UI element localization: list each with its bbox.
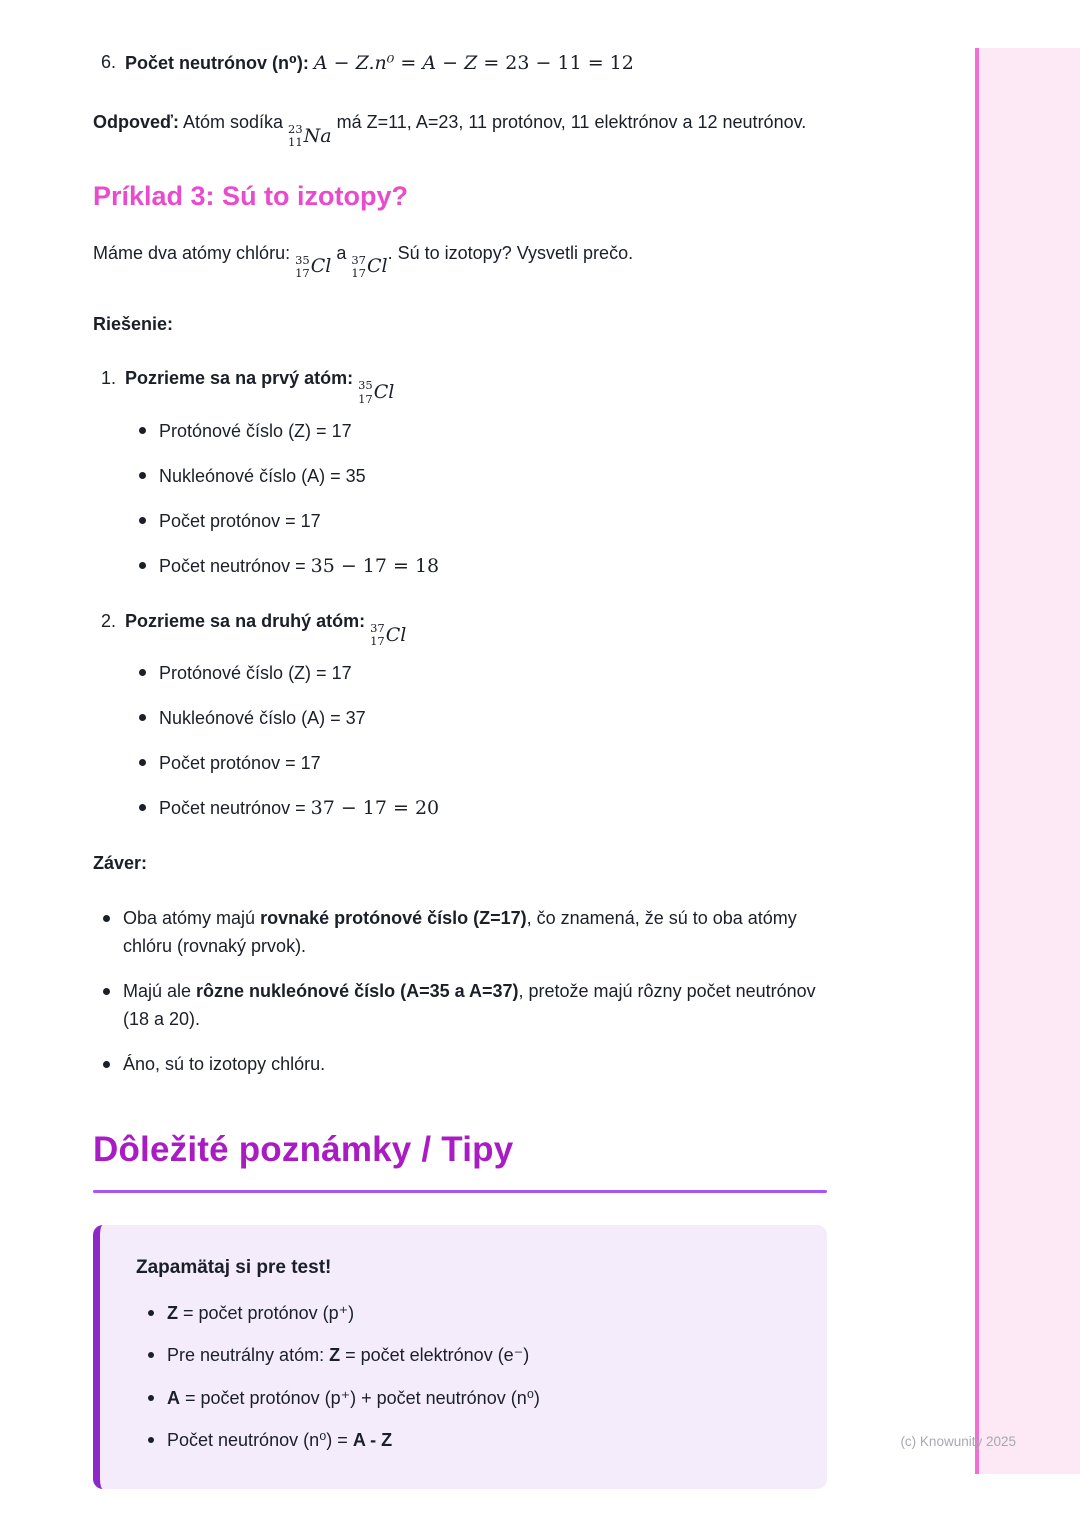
bold-run: Z bbox=[329, 1345, 341, 1366]
text-run: , pretože majú rôzny počet neutrónov (18 a 20). bbox=[123, 980, 816, 1030]
bullet-marker bbox=[139, 804, 146, 811]
solution-step-2 bbox=[93, 607, 827, 824]
item-body bbox=[125, 48, 827, 78]
numbered-item-6 bbox=[93, 48, 827, 78]
text-run: = počet elektrónov (e⁻) bbox=[340, 1345, 530, 1366]
item-label: Počet neutrónov (n⁰): bbox=[125, 53, 314, 73]
zaver-label: Záver: bbox=[93, 853, 148, 874]
item-body bbox=[159, 748, 321, 778]
step-title bbox=[125, 364, 827, 405]
isotope-scripts bbox=[358, 379, 373, 405]
intro-paragraph bbox=[93, 239, 827, 280]
answer-label: Odpoveď: bbox=[93, 112, 179, 133]
page-edge-decoration bbox=[975, 48, 1080, 1474]
item-body bbox=[167, 1341, 797, 1369]
atomic-number: 17 bbox=[370, 634, 385, 649]
item-body bbox=[159, 793, 439, 823]
element-symbol: Cl bbox=[310, 255, 332, 278]
item-body bbox=[167, 1426, 797, 1454]
text-run: Počet neutrónov (n⁰) = bbox=[167, 1430, 353, 1451]
mass-number: 37 bbox=[351, 252, 366, 267]
text-run: Pre neutrálny atóm: bbox=[167, 1345, 330, 1366]
bullet-marker bbox=[139, 562, 146, 569]
list-item bbox=[136, 1299, 797, 1327]
list-item bbox=[139, 658, 827, 688]
text-run: = počet protónov (p⁺) + počet neutrónov (n⁰) bbox=[180, 1387, 540, 1408]
text-run: = počet protónov (p⁺) bbox=[178, 1302, 355, 1323]
text-run: a bbox=[331, 242, 352, 263]
list-item bbox=[139, 461, 827, 491]
bullet-marker bbox=[148, 1352, 154, 1358]
mass-number: 35 bbox=[358, 378, 373, 393]
bold-run: rôzne nukleónové číslo (A=35 a A=37) bbox=[196, 980, 519, 1001]
item-body bbox=[167, 1299, 797, 1327]
text-run: Počet neutrónov = bbox=[159, 798, 311, 819]
heading-priklad-3: Príklad 3: Sú to izotopy? bbox=[93, 181, 409, 212]
text-run: má Z=11, A=23, 11 protónov, 11 elektrónov a 12 neutrónov. bbox=[331, 112, 807, 133]
bullet-marker bbox=[103, 1061, 110, 1068]
bullet-marker bbox=[139, 669, 146, 676]
element-symbol: Na bbox=[303, 124, 332, 147]
mass-number: 35 bbox=[295, 252, 310, 267]
math-expression: 35 − 17 = 18 bbox=[310, 554, 440, 577]
text-run: Protónové číslo (Z) = 17 bbox=[159, 420, 352, 441]
math-expression: 37 − 17 = 20 bbox=[310, 797, 440, 820]
math-expression: = 23 − 11 = 12 bbox=[477, 52, 634, 74]
item-body bbox=[159, 658, 352, 688]
item-body bbox=[159, 461, 366, 491]
bullet-marker bbox=[139, 714, 146, 721]
text-run: Protónové číslo (Z) = 17 bbox=[159, 663, 352, 684]
item-body bbox=[159, 416, 352, 446]
conclusion-list bbox=[93, 904, 827, 1078]
bold-run: A bbox=[167, 1387, 180, 1408]
bold-run: A - Z bbox=[352, 1430, 393, 1451]
math-expression: A − Z.n⁰ = A − Z bbox=[313, 52, 478, 74]
text-run: . Sú to izotopy? Vysvetli prečo. bbox=[387, 242, 634, 263]
text-run: Majú ale bbox=[123, 980, 197, 1001]
bold-run: rovnaké protónové číslo (Z=17) bbox=[260, 907, 527, 928]
isotope-notation bbox=[358, 379, 394, 405]
bullet-marker bbox=[148, 1437, 154, 1443]
item-body bbox=[123, 1050, 827, 1078]
element-symbol: Cl bbox=[385, 623, 407, 646]
step-number: 1. bbox=[101, 368, 117, 389]
item-body bbox=[167, 1384, 797, 1412]
list-item bbox=[139, 551, 827, 581]
list-item bbox=[139, 416, 827, 446]
step-heading bbox=[93, 364, 827, 405]
item-body bbox=[159, 551, 439, 581]
atomic-number: 17 bbox=[358, 391, 373, 406]
mass-number: 37 bbox=[370, 620, 385, 635]
step-heading bbox=[93, 607, 827, 648]
text-run: Oba atómy majú bbox=[123, 907, 261, 928]
answer-paragraph bbox=[93, 108, 827, 149]
element-symbol: Cl bbox=[373, 381, 395, 404]
bullet-marker bbox=[139, 472, 146, 479]
list-item bbox=[93, 977, 827, 1034]
list-item bbox=[139, 506, 827, 536]
text-run: Počet protónov = 17 bbox=[159, 753, 321, 774]
list-item bbox=[136, 1384, 797, 1412]
item-body bbox=[159, 703, 366, 733]
list-item bbox=[136, 1341, 797, 1369]
step-title bbox=[125, 607, 827, 648]
text-run: Máme dva atómy chlóru: bbox=[93, 242, 296, 263]
callout-title: Zapamätaj si pre test! bbox=[136, 1256, 332, 1278]
item-body bbox=[123, 977, 827, 1034]
isotope-notation bbox=[288, 123, 332, 149]
bullet-marker bbox=[139, 517, 146, 524]
bullet-marker bbox=[148, 1395, 154, 1401]
list-item bbox=[139, 748, 827, 778]
tip-callout bbox=[93, 1225, 827, 1489]
list-item bbox=[139, 793, 827, 823]
heading-notes: Dôležité poznámky / Tipy bbox=[93, 1130, 514, 1170]
isotope-notation bbox=[295, 254, 331, 280]
heading-underline bbox=[93, 1190, 827, 1193]
atomic-number: 17 bbox=[351, 265, 366, 280]
list-item bbox=[93, 1050, 827, 1078]
atomic-number: 11 bbox=[288, 135, 303, 150]
isotope-scripts bbox=[351, 254, 366, 280]
bullet-marker bbox=[139, 427, 146, 434]
text-run: , čo znamená, že sú to oba atómy chlóru (rovnaký prvok). bbox=[123, 907, 797, 957]
step-bullet-list bbox=[139, 416, 827, 581]
bullet-marker bbox=[148, 1310, 154, 1316]
item-body bbox=[159, 506, 321, 536]
text-run: Áno, sú to izotopy chlóru. bbox=[123, 1053, 326, 1074]
step-label: Pozrieme sa na druhý atóm: bbox=[125, 610, 371, 631]
isotope-scripts bbox=[295, 254, 310, 280]
text-run: Atóm sodíka bbox=[178, 112, 289, 133]
step-bullet-list bbox=[139, 658, 827, 823]
isotope-scripts bbox=[370, 622, 385, 648]
bullet-marker bbox=[103, 915, 110, 922]
bullet-marker bbox=[103, 988, 110, 995]
atomic-number: 17 bbox=[295, 265, 310, 280]
riesenie-label: Riešenie: bbox=[93, 313, 174, 334]
element-symbol: Cl bbox=[367, 255, 388, 278]
mass-number: 23 bbox=[288, 122, 303, 137]
text-run: Nukleónové číslo (A) = 37 bbox=[159, 708, 366, 729]
list-item bbox=[136, 1426, 797, 1454]
list-item bbox=[139, 703, 827, 733]
step-number: 2. bbox=[101, 610, 117, 631]
solution-step-1 bbox=[93, 364, 827, 581]
step-label: Pozrieme sa na prvý atóm: bbox=[125, 368, 359, 389]
text-run: Počet protónov = 17 bbox=[159, 510, 321, 531]
isotope-scripts bbox=[288, 123, 303, 149]
bold-run: Z bbox=[167, 1302, 178, 1323]
text-run: Počet neutrónov = bbox=[159, 555, 311, 576]
isotope-notation bbox=[370, 622, 406, 648]
item-body bbox=[123, 904, 827, 961]
isotope-notation bbox=[351, 254, 387, 280]
bullet-marker bbox=[139, 759, 146, 766]
copyright: (c) Knowunity 2025 bbox=[900, 1434, 1016, 1449]
document-content bbox=[93, 48, 827, 1489]
callout-list bbox=[136, 1299, 797, 1455]
list-item bbox=[93, 904, 827, 961]
text-run: Nukleónové číslo (A) = 35 bbox=[159, 465, 366, 486]
item-number: 6. bbox=[101, 52, 117, 72]
